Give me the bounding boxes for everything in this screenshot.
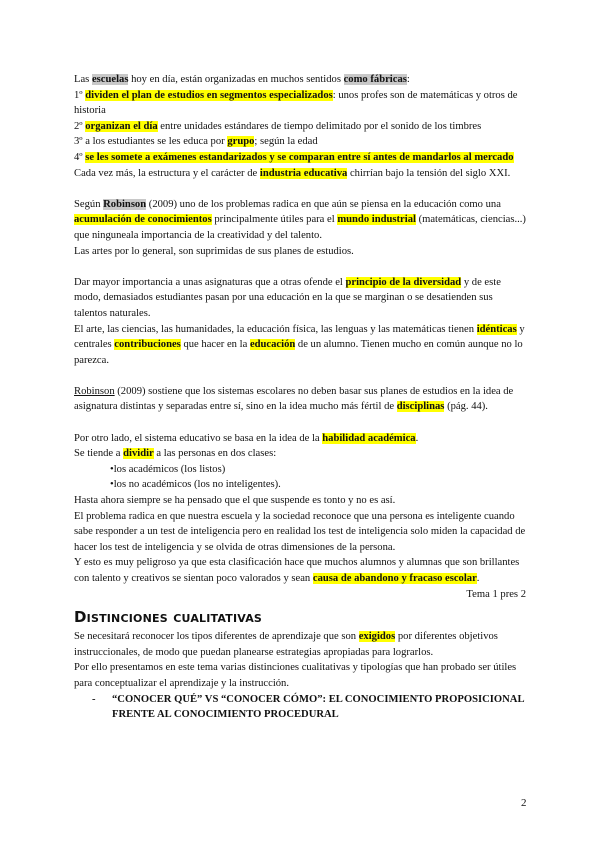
- para-schools-line4: 3º a los estudiantes se les educa por grupo; según la edad: [74, 136, 318, 148]
- para-schools-line2: 1º dividen el plan de estudios en segmentos especializados: unos profes son de matemáticas y otros de historia: [74, 89, 518, 117]
- section-reference: Tema 1 pres 2: [466, 588, 526, 600]
- para-schools-line1: Las escuelas hoy en día, están organizadas en muchos sentidos como fábricas:: [74, 74, 410, 85]
- para-schools-line5: 4º se les somete a exámenes estandarizados y se comparan entre sí antes de mandarlos al mercado: [74, 151, 514, 163]
- para-academic-line1: Por otro lado, el sistema educativo se basa en la idea de la habilidad académica.: [74, 432, 419, 444]
- para-academic-line2: Se tiende a dividir a las personas en dos clases:: [74, 448, 277, 460]
- para-schools-line6: Cada vez más, la estructura y el carácter de industria educativa chirrían bajo la tensión del siglo XXI.: [74, 167, 511, 179]
- list-item-academic: •los académicos (los listos): [110, 463, 226, 475]
- para-schools-line3: 2º organizan el día entre unidades estándares de tiempo delimitado por el sonido de los timbres: [74, 120, 482, 132]
- bullet-dash: -: [92, 693, 96, 705]
- para-qualitative-line1: Se necesitará reconocer los tipos diferentes de aprendizaje que son exigidos por diferentes objetivos instruccionales, de modo que puedan planearse estrategias apropiadas para lograrlos.: [74, 631, 498, 658]
- para-academic-line4: El problema radica en que nuestra escuela y la sociedad reconoce que una persona es inteligente cuando sabe responder a un test de inteligencia pero en realidad los test de inteligencia solo miden la capacidad de hacer los test de inteligencia y se olvida de otras dimensiones de la persona.: [74, 510, 526, 553]
- page-number: 2: [521, 797, 527, 809]
- para-robinson-line1: Según Robinson (2009) uno de los problemas radica en que aún se piensa en la educación como una acumulación de conocimientos principalmente útiles para el mundo industrial (matemáticas, ciencias...) que ninguneala importancia de la creatividad y del talento.: [74, 198, 526, 241]
- para-academic-line3: Hasta ahora siempre se ha pensado que el que suspende es tonto y no es así.: [74, 495, 396, 507]
- section-heading: Distinciones cualitativas: [74, 608, 263, 627]
- bullet-text: “CONOCER QUÉ” VS “CONOCER CÓMO”: EL CONOCIMIENTO PROPOSICIONAL FRENTE AL CONOCIMIENTO PROCEDURAL: [112, 693, 524, 721]
- para-disciplines: Robinson (2009) sostiene que los sistemas escolares no deben basar sus planes de estudios en la idea de asignatura distintas y separadas entre sí, sino en la idea mucho más fértil de disciplinas (pág. 44).: [74, 385, 514, 413]
- para-robinson-line2: Las artes por lo general, son suprimidas de sus planes de estudios.: [74, 245, 354, 257]
- bullet-item-knowledge: [74, 692, 526, 723]
- para-diversity-line2: El arte, las ciencias, las humanidades, la educación física, las lenguas y las matemáticas tienen idénticas y centrales contribuciones que hacer en la educación de un alumno. Tienen mucho en común aunque no lo parezca.: [74, 323, 525, 366]
- para-qualitative-line2: Por ello presentamos en este tema varias distinciones cualitativas y tipologías que han probado ser útiles para conceptualizar el aprendizaje y la instrucción.: [74, 662, 517, 689]
- para-diversity-line1: Dar mayor importancia a unas asignaturas que a otras ofende el principio de la diversidad y de este modo, demasiados estudiantes pasan por una educación en la que se marginan o se desatienden sus talentos naturales.: [74, 276, 501, 319]
- para-academic-line5: Y esto es muy peligroso ya que esta clasificación hace que muchos alumnos y alumnas que son brillantes con talento y creativos se sientan poco valorados y sean causa de abandono y fracaso escolar.: [74, 557, 520, 584]
- list-item-non-academic: •los no académicos (los no inteligentes).: [110, 479, 281, 491]
